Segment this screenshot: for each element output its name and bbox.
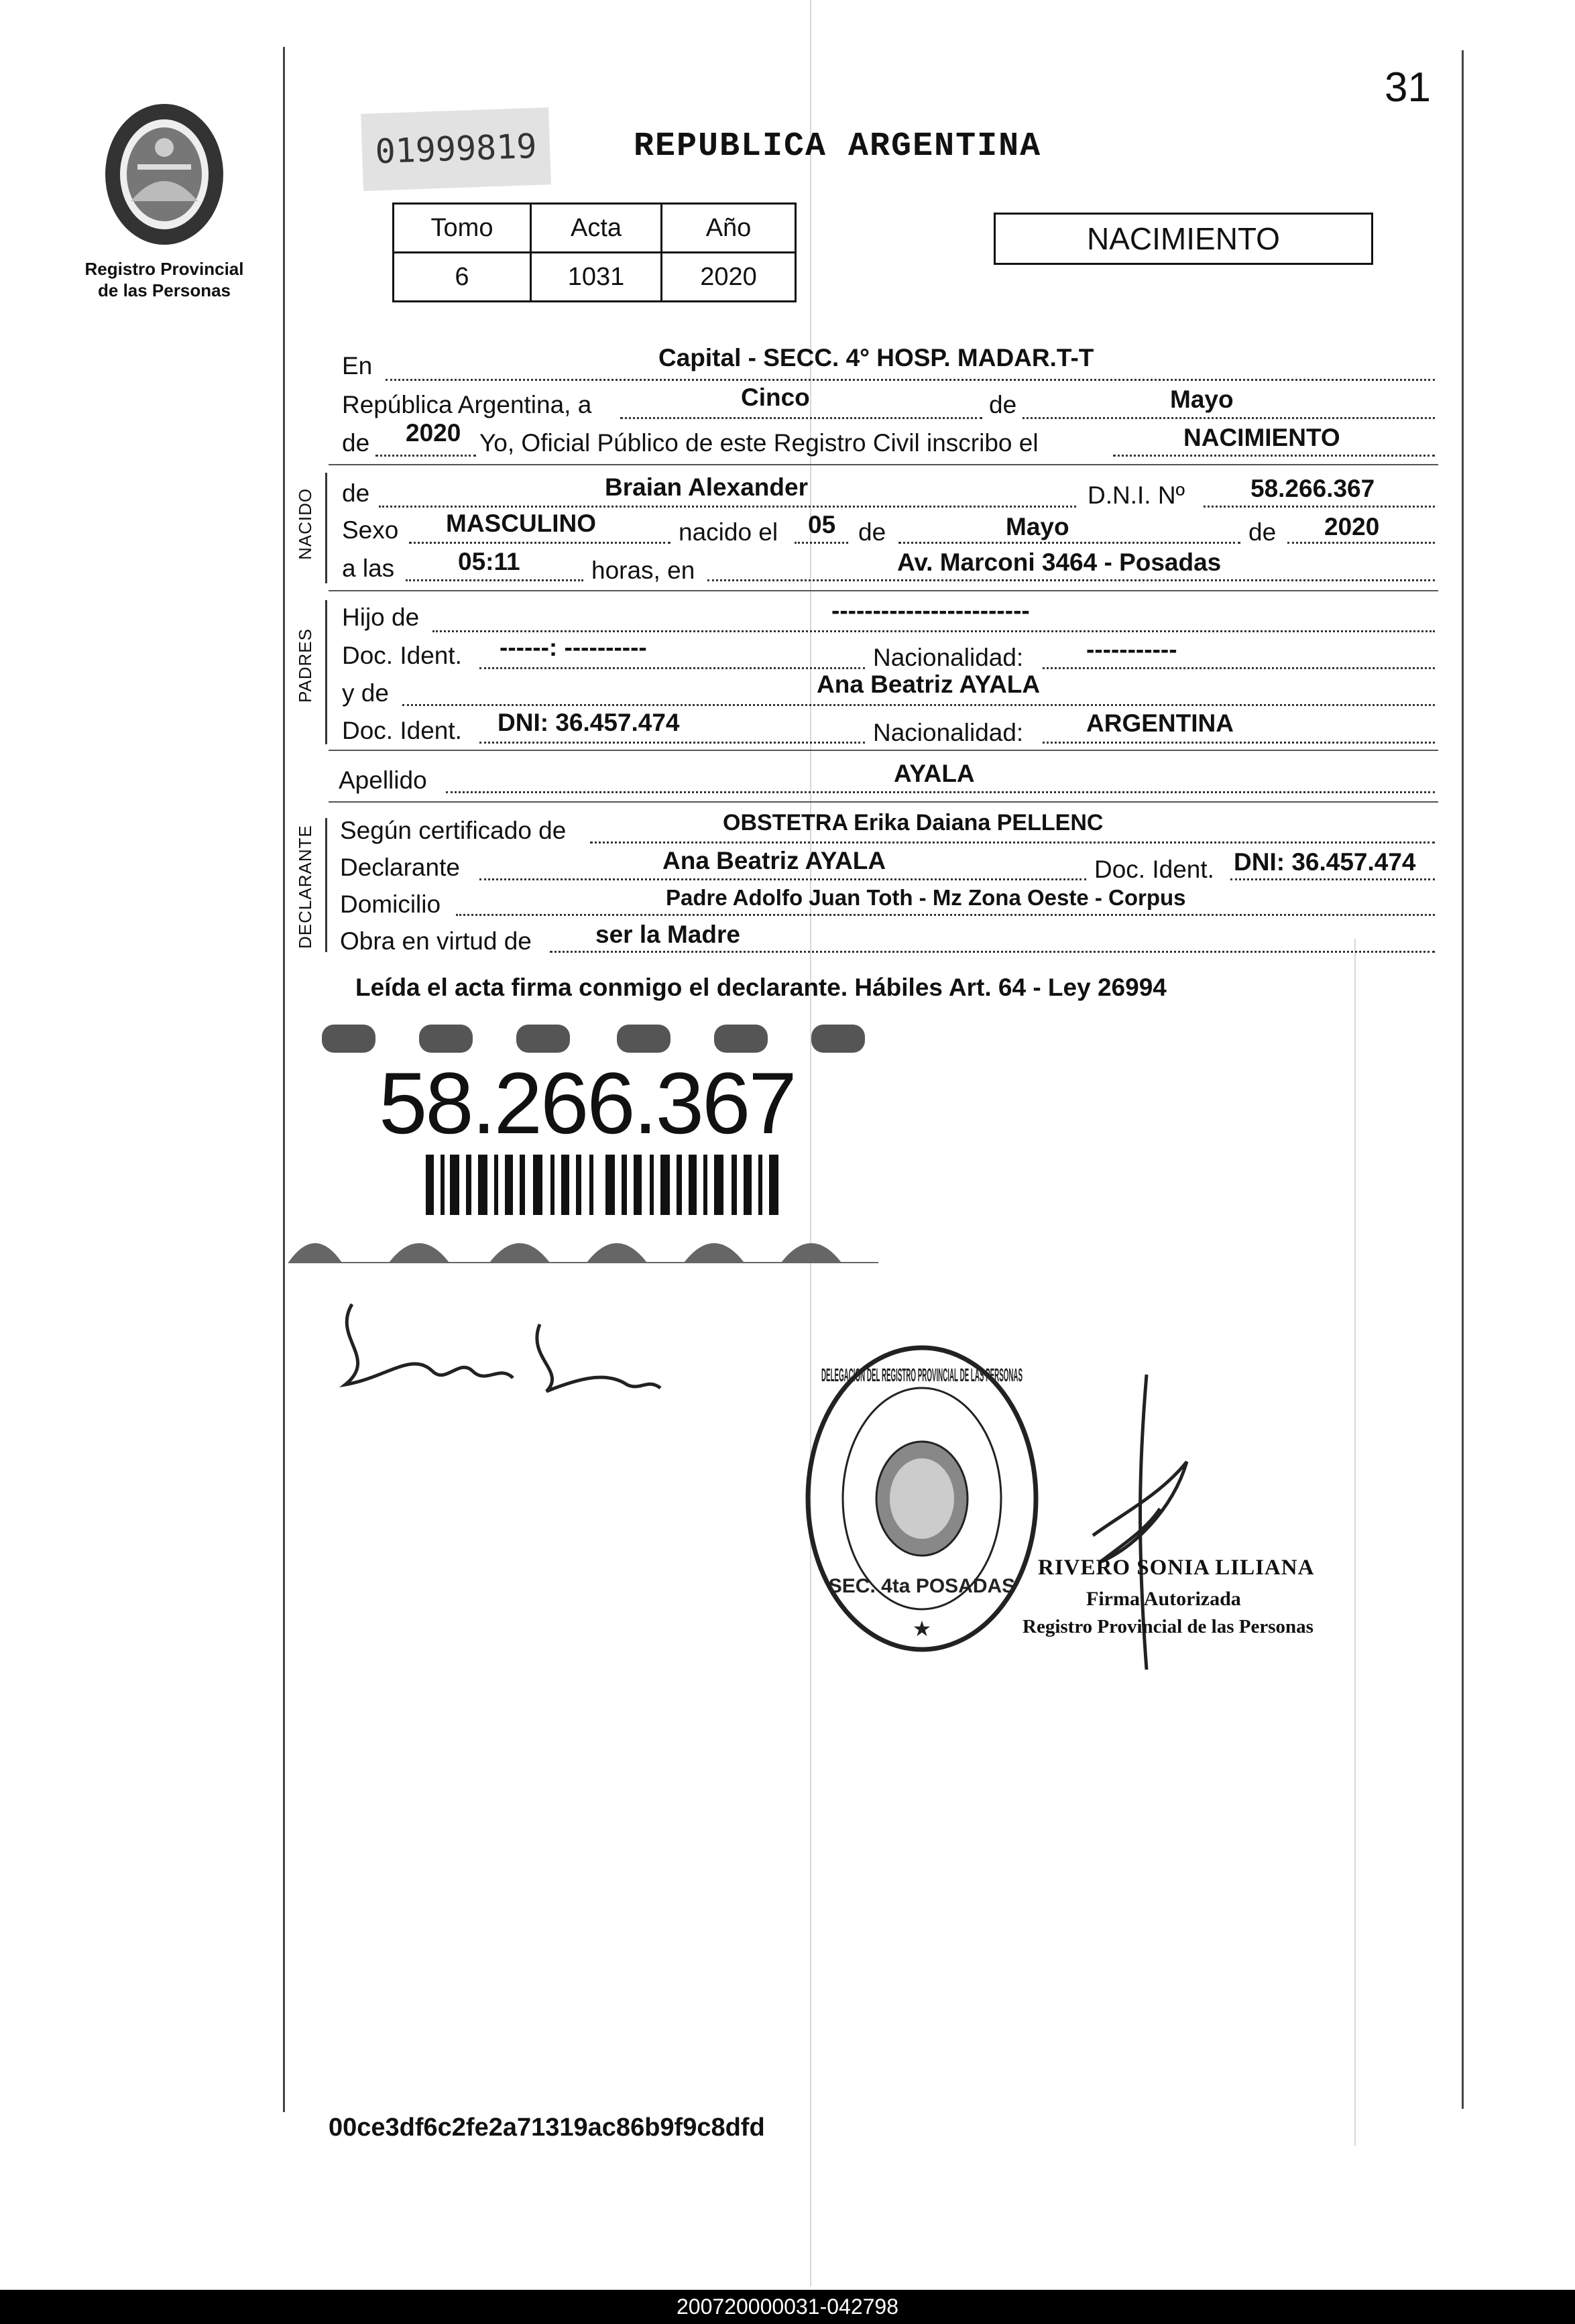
left-margin-line (283, 47, 285, 2112)
security-r-pattern (322, 1019, 878, 1059)
label-segun-cert: Según certificado de (340, 817, 567, 844)
certificado-value: OBSTETRA Erika Daiana PELLENC (723, 810, 1104, 835)
padre-doc-value: ------: ---------- (500, 634, 647, 661)
madre-nac-value: ARGENTINA (1086, 709, 1234, 737)
logo-caption: de las Personas (98, 280, 231, 300)
madre-doc-value: DNI: 36.457.474 (498, 709, 680, 736)
nac-mes-value: Mayo (1006, 513, 1069, 540)
acta-value: 1031 (531, 253, 662, 302)
apellido-value: AYALA (894, 760, 975, 787)
big-dni-number: 58.266.367 (379, 1054, 795, 1152)
register-table (392, 202, 797, 302)
label-sexo: Sexo (342, 516, 399, 544)
label-nacido-el: nacido el (679, 518, 778, 546)
fold-line (810, 0, 811, 2286)
declarante-value: Ana Beatriz AYALA (662, 847, 886, 874)
table-header: Año (662, 204, 796, 253)
label-obra: Obra en virtud de (340, 927, 532, 955)
security-r-pattern (288, 1224, 878, 1264)
misiones-crest-icon (97, 101, 231, 255)
table-header-row (394, 204, 796, 253)
obra-value: ser la Madre (595, 921, 740, 948)
label-de: de (989, 391, 1017, 418)
domicilio-value: Padre Adolfo Juan Toth - Mz Zona Oeste - Corpus (666, 885, 1186, 910)
dia-value: Cinco (741, 384, 810, 411)
signatory-role: Firma Autorizada (1086, 1588, 1241, 1610)
nac-dia-value: 05 (808, 511, 836, 538)
label-republica: República Argentina, a (342, 391, 592, 418)
hora-value: 05:11 (458, 548, 520, 575)
svg-text:★: ★ (912, 1617, 932, 1641)
label-de: de (342, 429, 370, 457)
label-y-de: y de (342, 679, 389, 707)
record-type-box: NACIMIENTO (994, 213, 1373, 265)
label-domicilio: Domicilio (340, 890, 441, 918)
label-yo: Yo, Oficial Público de este Registro Civil inscribo el (479, 429, 1039, 457)
side-label-declarante: DECLARANTE (295, 825, 315, 949)
padre-nac-value: ----------- (1086, 636, 1177, 663)
side-label-nacido: NACIDO (295, 487, 315, 560)
barcode (426, 1155, 788, 1215)
label-doc-ident: Doc. Ident. (342, 717, 462, 744)
anio-value: 2020 (662, 253, 796, 302)
table-row (394, 253, 796, 302)
document-hash: 00ce3df6c2fe2a71319ac86b9f9c8dfd (329, 2113, 765, 2142)
official-stamp (801, 1341, 1043, 1656)
stamp-inner-text: SEC. 4ta POSADAS (828, 1575, 1016, 1597)
logo-caption: Registro Provincial (84, 259, 244, 279)
label-de-anio: de (1248, 518, 1277, 546)
nac-anio-value: 2020 (1324, 513, 1380, 540)
madre-value: Ana Beatriz AYALA (817, 671, 1041, 698)
label-a-las: a las (342, 555, 395, 582)
table-header: Acta (531, 204, 662, 253)
label-horas-en: horas, en (591, 557, 695, 584)
footer-code: 200720000031-042798 (0, 2290, 1575, 2324)
page-number: 31 (1385, 64, 1431, 111)
padre-value: ------------------------ (831, 597, 1030, 624)
tipo-value: NACIMIENTO (1183, 424, 1340, 451)
label-hijo-de: Hijo de (342, 603, 420, 631)
signatory-name: RIVERO SONIA LILIANA (1038, 1556, 1315, 1580)
dni-value: 58.266.367 (1250, 475, 1375, 502)
fold-line (1354, 939, 1356, 2146)
label-nacionalidad: Nacionalidad: (873, 719, 1024, 746)
right-margin-line (1462, 50, 1464, 2109)
label-doc-ident: Doc. Ident. (342, 642, 462, 669)
registry-logo (74, 101, 255, 301)
side-label-padres: PADRES (295, 628, 315, 703)
nombre-value: Braian Alexander (605, 473, 808, 501)
sexo-value: MASCULINO (446, 510, 597, 537)
stamp-ring-text: DELEGACION DEL REGISTRO PROVINCIAL DE LAS PERSONAS (821, 1364, 1023, 1385)
lugar-nac-value: Av. Marconi 3464 - Posadas (897, 548, 1222, 576)
page-title: REPUBLICA ARGENTINA (634, 127, 1042, 166)
label-nacionalidad: Nacionalidad: (873, 644, 1024, 671)
signatory-office: Registro Provincial de las Personas (1023, 1616, 1314, 1637)
label-dni: D.N.I. Nº (1088, 481, 1185, 509)
label-doc-ident: Doc. Ident. (1094, 856, 1214, 883)
label-declarante: Declarante (340, 854, 460, 881)
lugar-value: Capital - SECC. 4° HOSP. MADAR.T-T (658, 344, 1094, 371)
label-apellido: Apellido (339, 766, 427, 794)
label-de-nacido: de (342, 479, 370, 507)
declarante-doc-value: DNI: 36.457.474 (1234, 848, 1416, 876)
mes-value: Mayo (1170, 386, 1234, 413)
legal-text: Leída el acta firma conmigo el declarante. Hábiles Art. 64 - Ley 26994 (355, 974, 1167, 1001)
tomo-value: 6 (394, 253, 531, 302)
label-de-mes: de (858, 518, 886, 546)
label-en: En (342, 352, 373, 380)
anio-value: 2020 (406, 419, 461, 447)
handwritten-signature (325, 1297, 674, 1411)
serial-number: 01999819 (361, 107, 551, 191)
table-header: Tomo (394, 204, 531, 253)
